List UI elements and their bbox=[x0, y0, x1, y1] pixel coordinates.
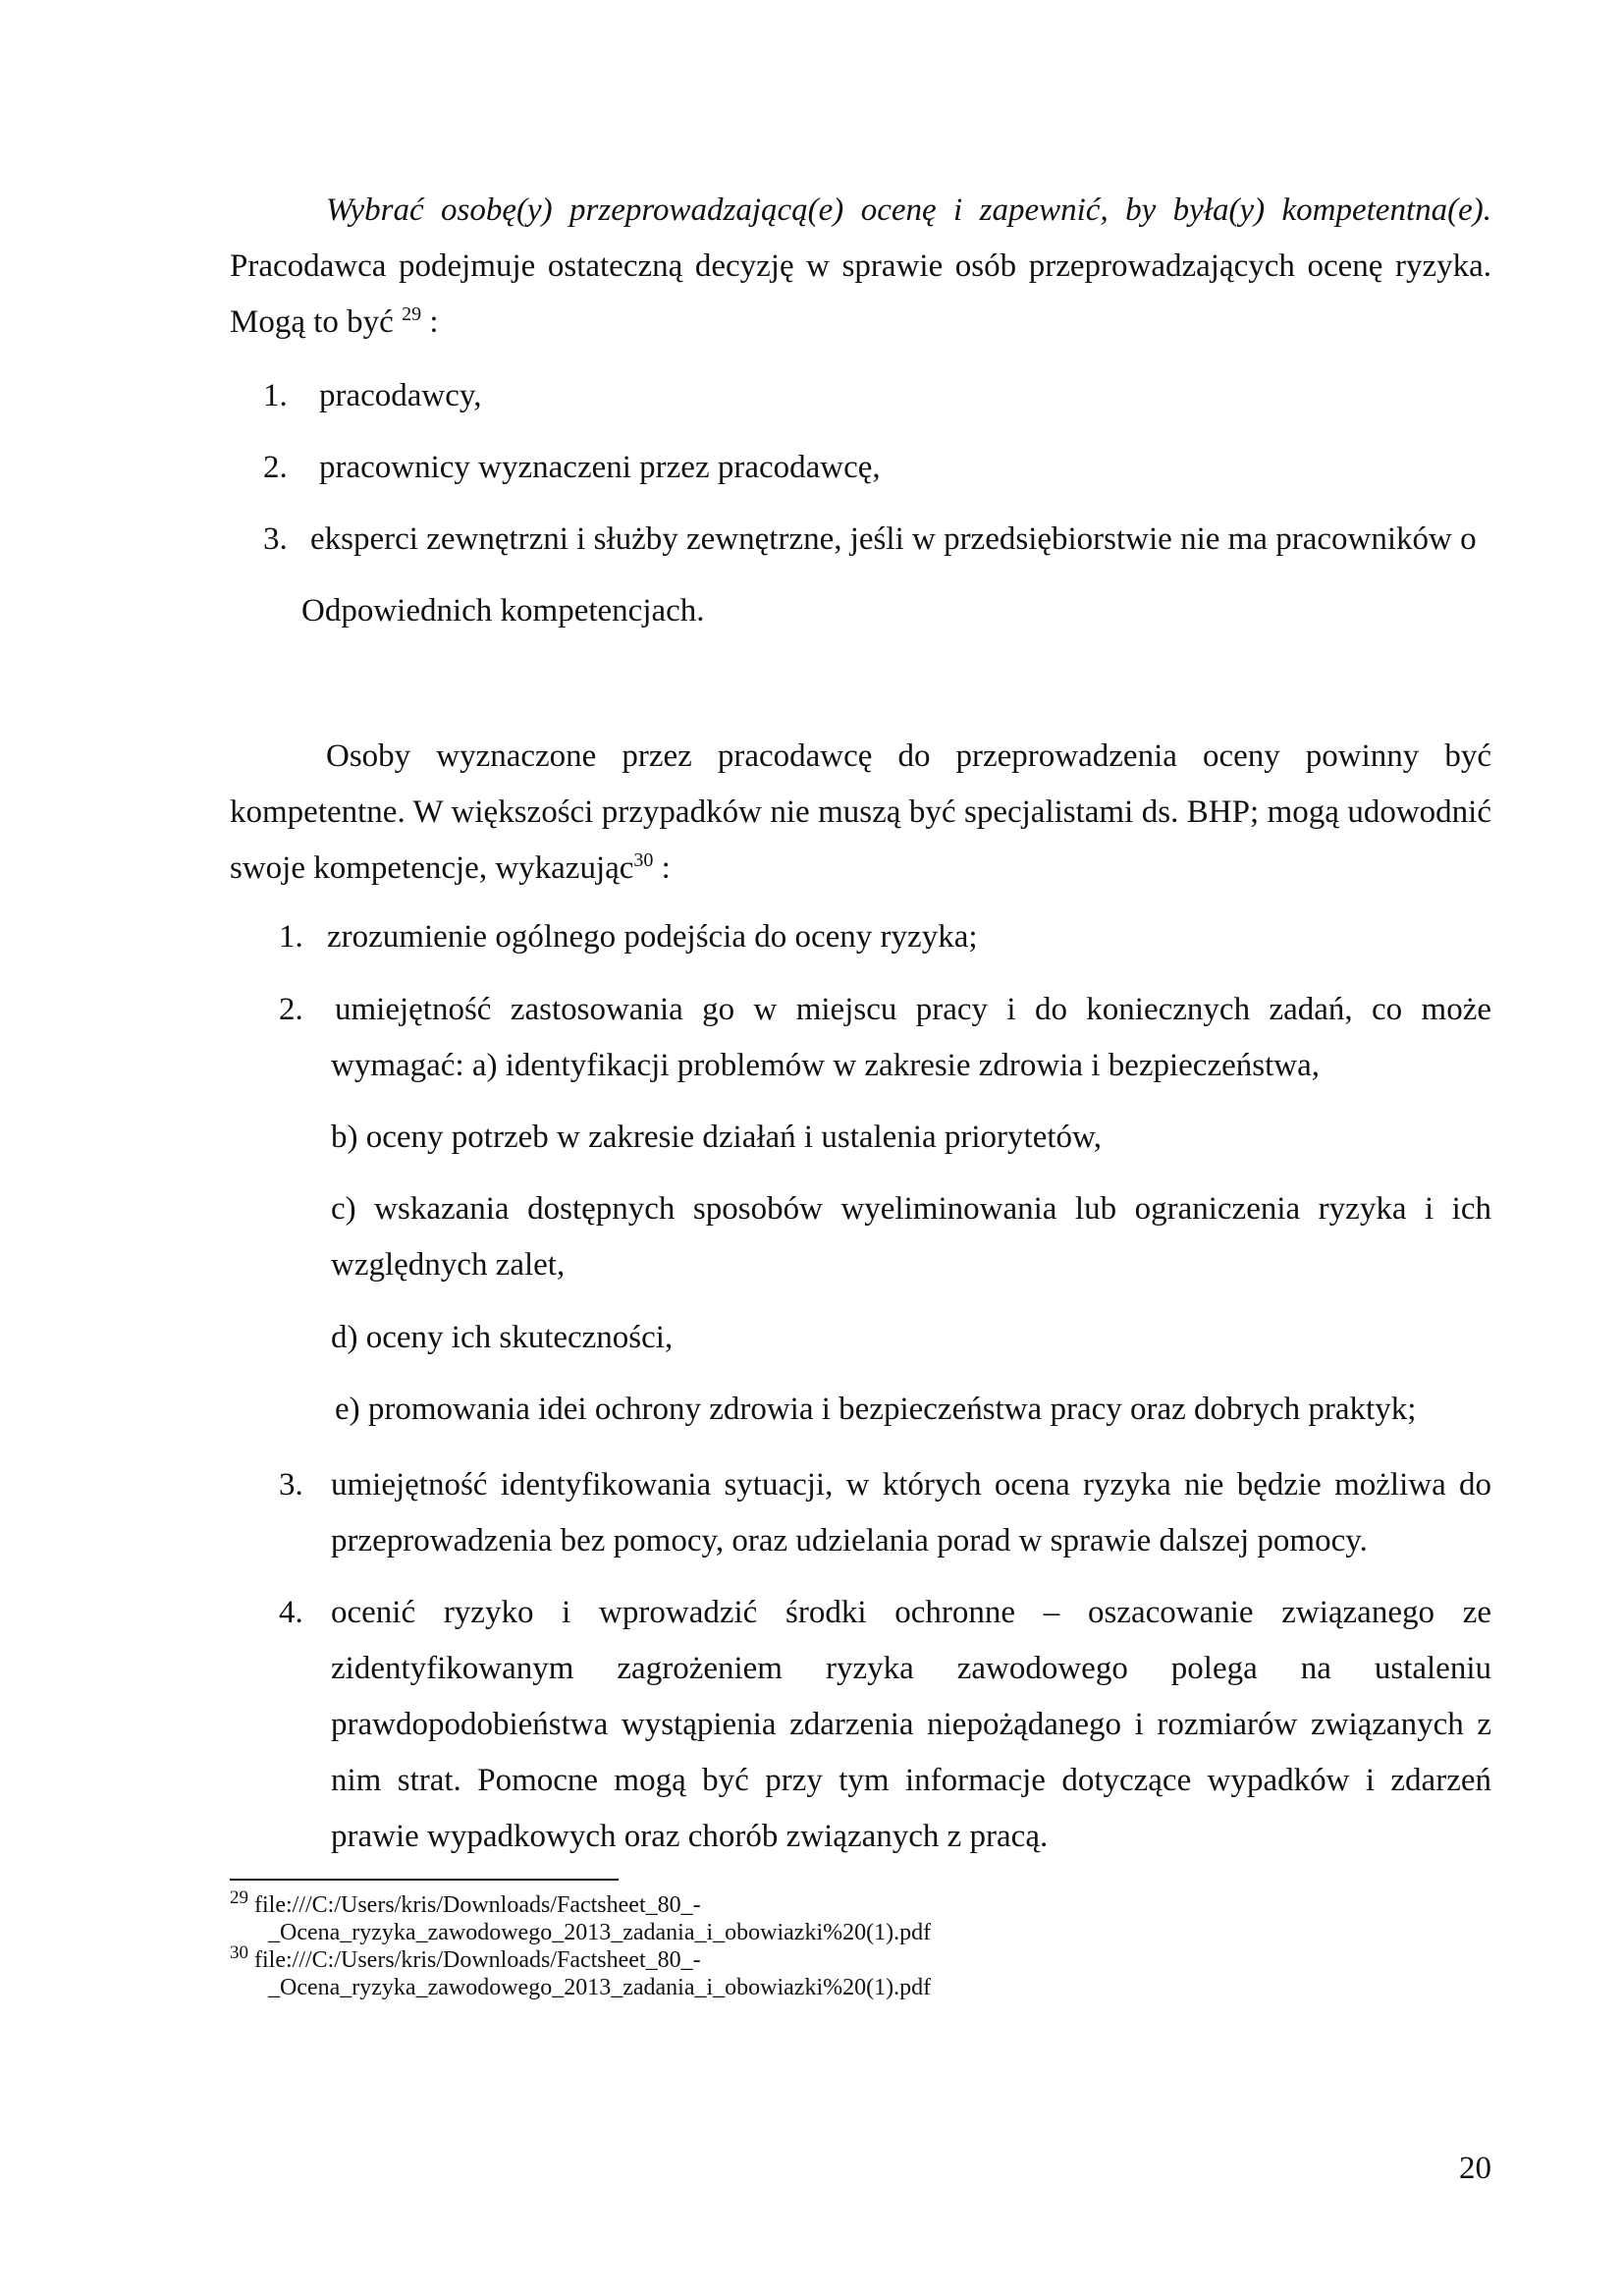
footnote-29-cont: _Ocena_ryzyka_zawodowego_2013_zadania_i_obowiazki%20(1).pdf bbox=[268, 1920, 932, 1945]
list-number: 4. bbox=[279, 1595, 303, 1630]
footnote-text: file:///C:/Users/kris/Downloads/Factsheet_80_- bbox=[248, 1892, 701, 1918]
list-item: umiejętność zastosowania go w miejscu pracy i do koniecznych zadań, co może wymagać: a) identyfikacji problemów w zakresie zdrowia i bezpieczeństwa, bbox=[331, 992, 1491, 1083]
footnote-ref-29: 29 bbox=[402, 303, 422, 325]
footnote-mark: 29 bbox=[230, 1887, 248, 1908]
list-number: 1. bbox=[279, 919, 303, 955]
list-item: umiejętność identyfikowania sytuacji, w których ocena ryzyka nie będzie możliwa do przeprowadzenia bez pomocy, oraz udzielania porad w sprawie dalszej pomocy. bbox=[331, 1467, 1491, 1558]
paragraph-competence bbox=[230, 729, 1491, 897]
paragraph-text: Pracodawca podejmuje ostateczną decyzję w sprawie osób przeprowadzających ocenę ryzyka. Mogą to być bbox=[230, 248, 1491, 340]
footnote-separator bbox=[230, 1879, 619, 1881]
footnote-29 bbox=[230, 1887, 701, 1919]
list-number: 1. bbox=[263, 378, 288, 413]
list-item: pracodawcy, bbox=[319, 378, 482, 413]
footnote-30-cont: _Ocena_ryzyka_zawodowego_2013_zadania_i_obowiazki%20(1).pdf bbox=[268, 1975, 932, 2000]
paragraph-text: Osoby wyznaczone przez pracodawcę do przeprowadzenia oceny powinny być kompetentne. W większości przypadków nie muszą być specjalistami ds. BHP; mogą udowodnić swoje kompetencje, wykazując bbox=[230, 738, 1491, 886]
page-number: 20 bbox=[1459, 2151, 1491, 2186]
paragraph-assessor-selection bbox=[230, 183, 1491, 351]
list-number: 3. bbox=[263, 521, 288, 557]
list-subitem-e: e) promowania idei ochrony zdrowia i bezpieczeństwa pracy oraz dobrych praktyk; bbox=[335, 1392, 1417, 1427]
list-subitem-c: c) wskazania dostępnych sposobów wyeliminowania lub ograniczenia ryzyka i ich względnych zalet, bbox=[331, 1191, 1491, 1283]
list-subitem-d: d) oceny ich skuteczności, bbox=[331, 1320, 674, 1355]
list-item-continuation: Odpowiednich kompetencjach. bbox=[301, 593, 705, 629]
list-number: 2. bbox=[263, 450, 288, 485]
list-item: zrozumienie ogólnego podejścia do oceny ryzyka; bbox=[327, 919, 978, 955]
list-subitem-b: b) oceny potrzeb w zakresie działań i ustalenia priorytetów, bbox=[331, 1120, 1102, 1155]
paragraph-colon: : bbox=[421, 304, 439, 340]
list-item: eksperci zewnętrzni i służby zewnętrzne, jeśli w przedsiębiorstwie nie ma pracowników o bbox=[310, 521, 1477, 557]
italic-lead: Wybrać osobę(y) przeprowadzającą(e) ocenę i zapewnić, by była(y) kompetentna(e). bbox=[326, 192, 1491, 228]
footnote-30 bbox=[230, 1942, 701, 1974]
list-number: 2. bbox=[279, 992, 303, 1027]
footnote-mark: 30 bbox=[230, 1942, 248, 1963]
list-item: ocenić ryzyko i wprowadzić środki ochronne – oszacowanie związanego ze zidentyfikowanym zagrożeniem ryzyka zawodowego polega na ustaleniu prawdopodobieństwa wystąpienia zdarzenia niepożądanego i rozmiarów związanych z nim strat. Pomocne mogą być przy tym informacje dotyczące wypadków i zdarzeń prawie wypadkowych oraz chorób związanych z pracą. bbox=[331, 1595, 1491, 1854]
list-number: 3. bbox=[279, 1467, 303, 1503]
paragraph-colon: : bbox=[653, 850, 671, 886]
list-item: pracownicy wyznaczeni przez pracodawcę, bbox=[319, 450, 881, 485]
footnote-text: file:///C:/Users/kris/Downloads/Factsheet_80_- bbox=[248, 1947, 701, 1973]
footnote-ref-30: 30 bbox=[633, 849, 654, 871]
